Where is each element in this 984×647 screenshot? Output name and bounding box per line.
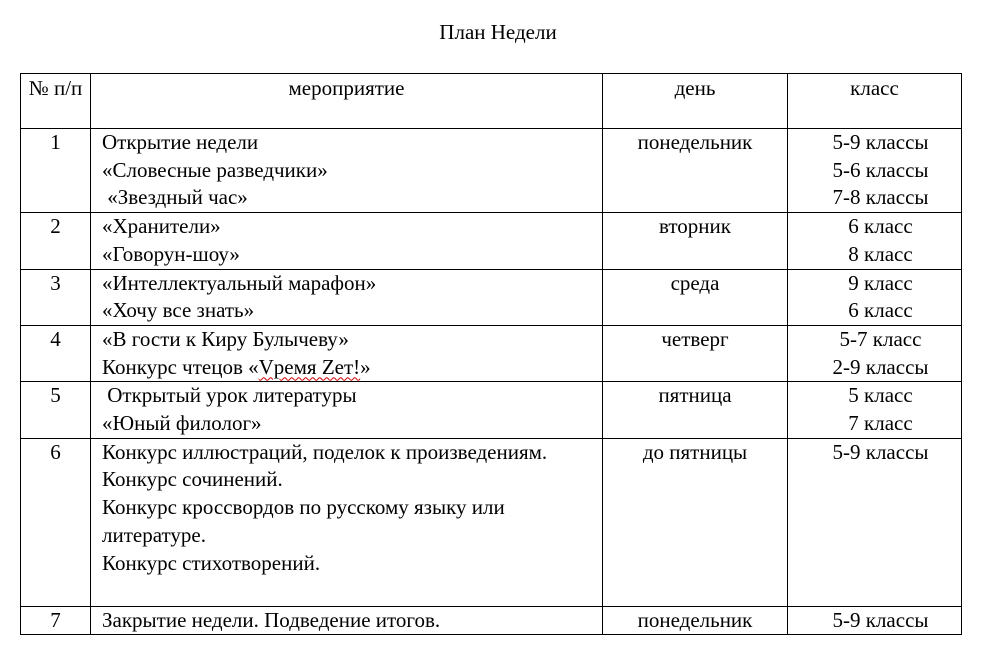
class-cell — [788, 382, 962, 438]
class-cell — [788, 213, 962, 269]
row-number: 7 — [21, 606, 91, 635]
event-line: «Хранители» — [102, 214, 221, 239]
contest-prefix: Конкурс чтецов « — [102, 354, 259, 379]
day-cell: среда — [603, 269, 788, 325]
page-title: План Недели — [439, 20, 557, 44]
class-line: 5-9 классы — [832, 607, 929, 632]
class-cell — [788, 269, 962, 325]
table-row — [21, 129, 962, 213]
row-number: 3 — [21, 269, 91, 325]
class-cell — [788, 325, 962, 381]
event-cell — [91, 606, 603, 635]
class-line: 8 класс — [848, 241, 913, 266]
event-line: «В гости к Киру Булычеву» — [102, 326, 349, 351]
table-row — [21, 269, 962, 325]
day-cell: до пятницы — [603, 438, 788, 606]
class-cell — [788, 606, 962, 635]
header-class: класс — [788, 74, 962, 129]
table-row — [21, 213, 962, 269]
row-number: 2 — [21, 213, 91, 269]
event-line: Конкурс кроссвордов по русскому языку или литературе. — [102, 495, 505, 547]
class-line: 5-9 классы — [832, 439, 929, 464]
event-line: «Словесные разведчики» — [102, 157, 328, 182]
class-cell — [788, 438, 962, 606]
table-row — [21, 438, 962, 606]
row-number: 4 — [21, 325, 91, 381]
event-line: «Юный филолог» — [102, 411, 262, 436]
header-event: мероприятие — [91, 74, 603, 129]
header-day: день — [603, 74, 788, 129]
event-line — [102, 354, 602, 382]
class-line: 6 класс — [848, 214, 913, 239]
event-cell — [91, 213, 603, 269]
event-line: «Интеллектуальный марафон» — [102, 270, 377, 295]
day-cell: четверг — [603, 325, 788, 381]
event-cell — [91, 269, 603, 325]
event-cell — [91, 438, 603, 606]
class-line: 5-6 классы — [832, 157, 929, 182]
table-row — [21, 382, 962, 438]
event-line: Конкурс сочинений. — [102, 467, 283, 492]
class-line: 5-7 класс — [839, 326, 922, 351]
class-line: 6 класс — [848, 298, 913, 323]
event-line: Конкурс иллюстраций, поделок к произведениям. — [102, 439, 548, 464]
day-cell: понедельник — [603, 129, 788, 213]
class-line: 5-9 классы — [832, 130, 929, 154]
day-cell: вторник — [603, 213, 788, 269]
event-line: Открытый урок литературы — [102, 383, 357, 408]
event-line: Закрытие недели. Подведение итогов. — [102, 607, 441, 632]
class-line: 5 класс — [848, 383, 913, 408]
contest-suffix: » — [360, 354, 371, 379]
row-number: 6 — [21, 438, 91, 606]
class-line: 9 класс — [848, 270, 913, 295]
class-cell — [788, 129, 962, 213]
contest-name: Vремя Zет! — [258, 354, 361, 379]
event-line: «Хочу все знать» — [102, 298, 255, 323]
event-line: Открытие недели — [102, 130, 259, 154]
table-row — [21, 325, 962, 381]
row-number: 5 — [21, 382, 91, 438]
day-cell: пятница — [603, 382, 788, 438]
event-line: Конкурс стихотворений. — [102, 550, 321, 575]
table-row — [21, 606, 962, 635]
day-cell: понедельник — [603, 606, 788, 635]
class-line: 7 класс — [848, 411, 913, 436]
event-line: «Говорун-шоу» — [102, 241, 240, 266]
header-num: № п/п — [21, 74, 91, 129]
class-line: 2-9 классы — [832, 354, 929, 379]
event-cell — [91, 129, 603, 213]
table-header-row — [21, 74, 962, 129]
event-cell — [91, 325, 603, 381]
row-number: 1 — [21, 129, 91, 213]
event-line: «Звездный час» — [102, 185, 248, 210]
week-plan-table — [20, 73, 962, 635]
class-line: 7-8 классы — [832, 185, 929, 210]
event-cell — [91, 382, 603, 438]
